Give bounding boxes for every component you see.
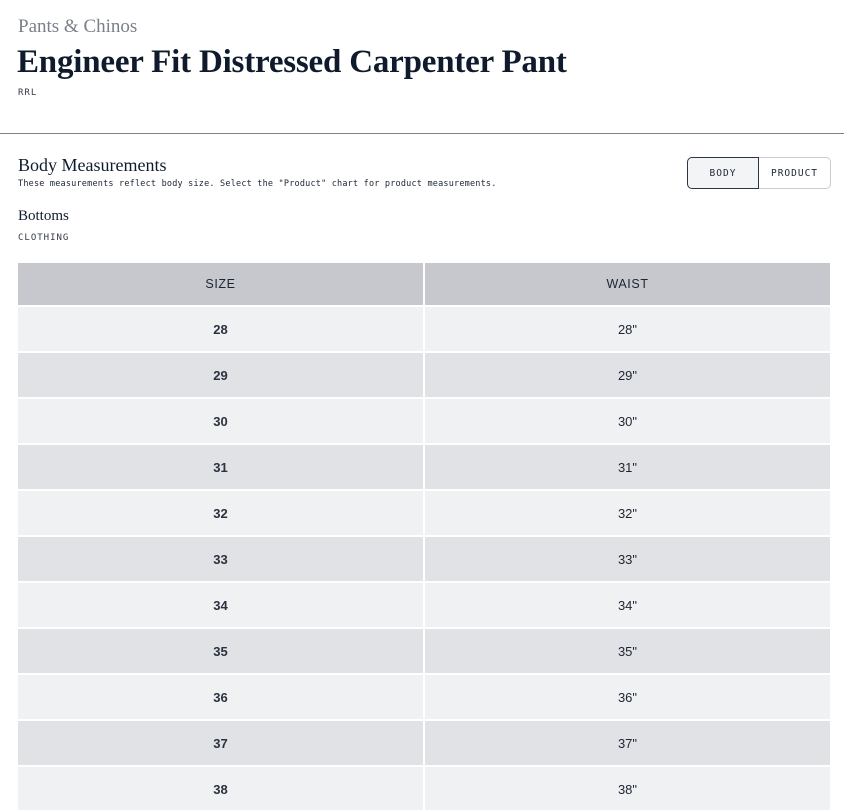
table-row <box>18 721 830 767</box>
size-cell: 31 <box>18 445 423 489</box>
waist-cell: 28" <box>425 307 830 351</box>
size-cell: 32 <box>18 491 423 535</box>
table-row <box>18 583 830 629</box>
waist-cell: 38" <box>425 767 830 810</box>
divider <box>0 133 844 134</box>
waist-cell: 34" <box>425 583 830 627</box>
size-table <box>18 263 830 810</box>
group-title: Bottoms <box>18 208 69 224</box>
waist-cell: 31" <box>425 445 830 489</box>
size-cell: 36 <box>18 675 423 719</box>
product-brand: RRL <box>18 88 38 98</box>
table-row <box>18 353 830 399</box>
size-cell: 37 <box>18 721 423 765</box>
waist-cell: 37" <box>425 721 830 765</box>
product-toggle-button[interactable]: PRODUCT <box>759 157 831 189</box>
size-cell: 33 <box>18 537 423 581</box>
table-row <box>18 675 830 721</box>
waist-cell: 29" <box>425 353 830 397</box>
product-category: Pants & Chinos <box>18 16 138 37</box>
waist-cell: 30" <box>425 399 830 443</box>
table-row <box>18 537 830 583</box>
measurements-description: These measurements reflect body size. Select the "Product" chart for product measurements. <box>18 179 497 189</box>
table-header-row <box>18 263 830 307</box>
table-row <box>18 307 830 353</box>
table-row <box>18 629 830 675</box>
header-waist: WAIST <box>425 263 830 305</box>
chart-toggle <box>687 157 831 189</box>
size-cell: 29 <box>18 353 423 397</box>
waist-cell: 35" <box>425 629 830 673</box>
table-row <box>18 445 830 491</box>
product-title: Engineer Fit Distressed Carpenter Pant <box>17 44 567 80</box>
body-toggle-button[interactable]: BODY <box>687 157 759 189</box>
waist-cell: 33" <box>425 537 830 581</box>
measurements-title: Body Measurements <box>18 155 167 175</box>
header-size: SIZE <box>18 263 423 305</box>
table-row <box>18 399 830 445</box>
size-cell: 38 <box>18 767 423 810</box>
size-cell: 34 <box>18 583 423 627</box>
size-cell: 28 <box>18 307 423 351</box>
size-cell: 30 <box>18 399 423 443</box>
waist-cell: 32" <box>425 491 830 535</box>
group-subtitle: CLOTHING <box>18 233 70 243</box>
waist-cell: 36" <box>425 675 830 719</box>
table-row <box>18 491 830 537</box>
table-body <box>18 307 830 810</box>
table-row <box>18 767 830 810</box>
size-cell: 35 <box>18 629 423 673</box>
